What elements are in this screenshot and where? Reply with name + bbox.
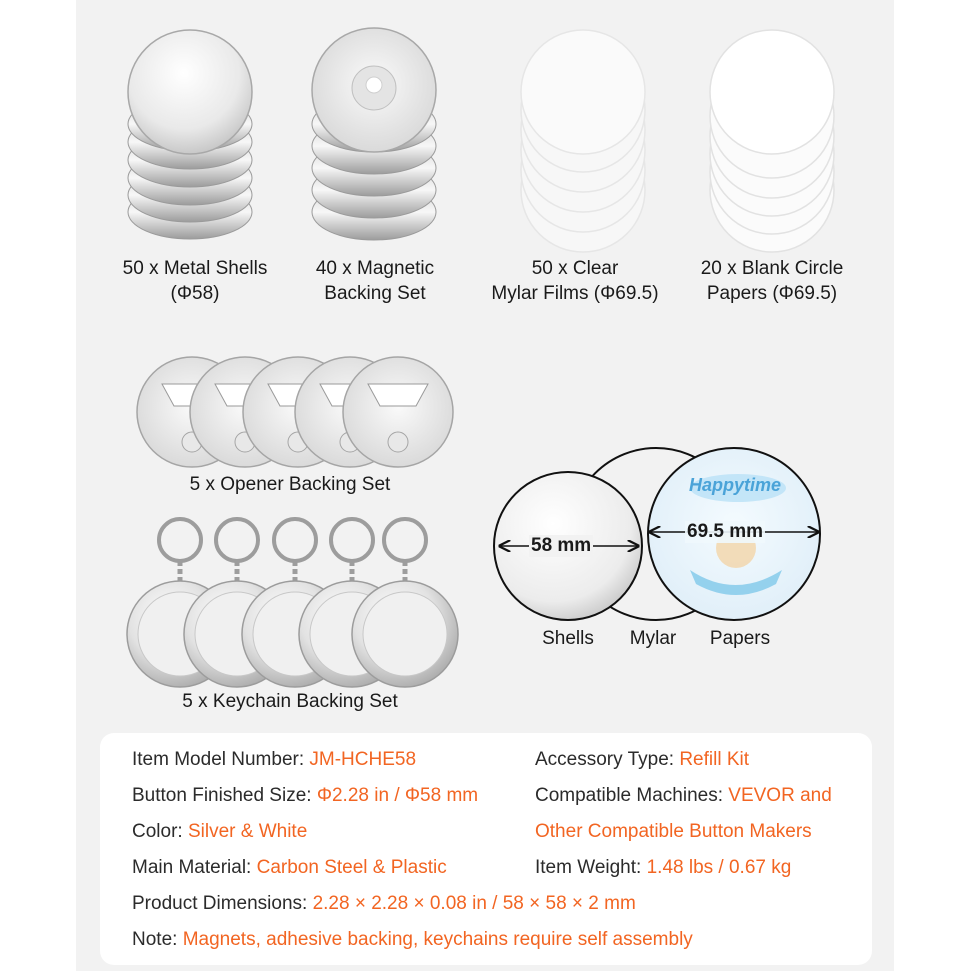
spec-model: Item Model Number: JM-HCHE58 [132,749,417,770]
label-papers: Papers [709,628,771,649]
spec-material: Main Material: Carbon Steel & Plastic [132,857,447,878]
caption-magnetic-backing: 40 x Magnetic Backing Set [315,258,435,304]
label-mylar: Mylar [629,628,677,649]
spec-compatible-machines-cont: Other Compatible Button Makers [535,821,812,842]
caption-opener-backing: 5 x Opener Backing Set [189,474,391,495]
size-comparison-diagram [494,448,820,620]
spec-note: Note: Magnets, adhesive backing, keychains require self assembly [132,929,693,950]
keychain-backing-row [127,519,458,687]
spec-compatible-machines: Compatible Machines: VEVOR and [535,785,832,806]
paper-dimension-label: 69.5 mm [687,521,764,542]
caption-metal-shells: 50 x Metal Shells (Φ58) [122,258,268,304]
mylar-films-stack [521,30,645,252]
paper-circles-stack [710,30,834,252]
caption-paper-circles: 20 x Blank Circle Papers (Φ69.5) [700,258,844,304]
spec-color: Color: Silver & White [132,821,308,842]
spec-accessory-type: Accessory Type: Refill Kit [535,749,750,770]
magnetic-backing-stack [312,28,436,240]
spec-button-size: Button Finished Size: Φ2.28 in / Φ58 mm [132,785,479,806]
shell-dimension-label: 58 mm [531,535,592,556]
metal-shells-stack [128,30,252,239]
happytime-logo: Happytime [689,475,782,495]
spec-dimensions: Product Dimensions: 2.28 × 2.28 × 0.08 in / 58 × 58 × 2 mm [132,893,636,914]
spec-weight: Item Weight: 1.48 lbs / 0.67 kg [535,857,792,878]
caption-mylar-films: 50 x Clear Mylar Films (Φ69.5) [491,258,659,304]
caption-keychain-backing: 5 x Keychain Backing Set [182,691,398,712]
label-shells: Shells [542,628,594,649]
opener-backing-row [137,357,453,467]
